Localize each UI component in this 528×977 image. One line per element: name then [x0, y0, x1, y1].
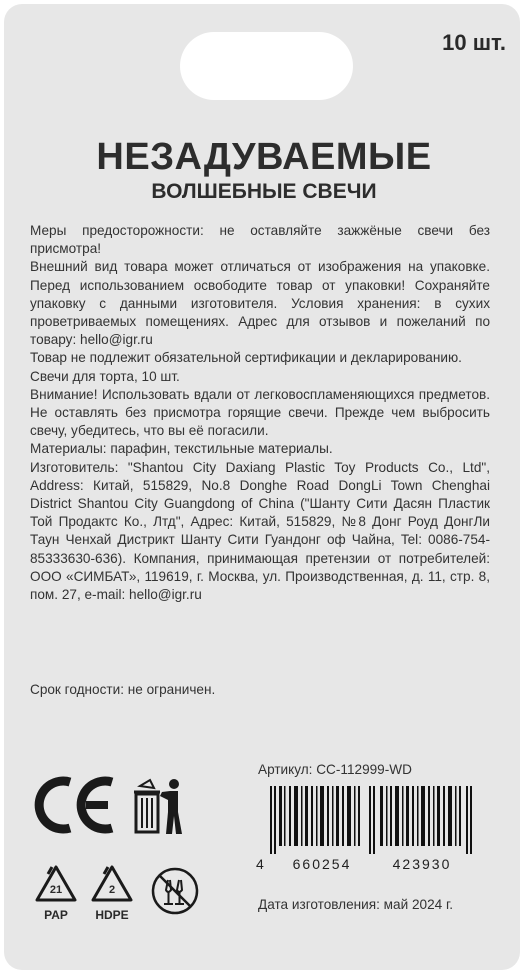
materials-paragraph: Материалы: парафин, текстильные материалы.	[30, 441, 333, 457]
ce-mark-icon	[34, 774, 116, 836]
recycle-hdpe-label: HDPE	[95, 908, 129, 922]
certification-paragraph: Товар не подлежит обязательной сертификации и декларированию.	[30, 350, 462, 366]
recycle-hdpe-code: 2	[108, 884, 116, 896]
barcode-group-1: 660254	[292, 856, 352, 872]
manufacturer-paragraph: Изготовитель: "Shantou City Daxiang Plastic Toy Products Co., Ltd", Address: Китай, 515829, No.8 Donghe Road DongLi Town Chenghai District Shantou City Guangdong of China ("Шанту Сити Дасян Пластик Той Продактс Ко., Лтд", Адрес: Китай, 515829, №8 Донг Роуд ДонгЛи Таун Ченхай Дистрикт Шанту Сити Гуандонг оф Чайна, Tel: 0086-754-85333630-636). Компания, принимающая претензии от потребителей: ООО «СИМБАТ», 119619, г. Москва, ул. Производственная, д. 11, стр. 8, пом. 27, e-mail: hello@igr.ru	[30, 459, 490, 603]
precautions-paragraph: Меры предосторожности: не оставляйте зажжёные свечи без присмотра!	[30, 223, 490, 257]
shelf-life: Срок годности: не ограничен.	[30, 682, 216, 697]
barcode	[256, 786, 490, 874]
barcode-group-2: 423930	[392, 856, 452, 872]
article-number: Артикул: СС-112999-WD	[258, 762, 412, 777]
product-title: НЕЗАДУВАЕМЫЕ	[96, 136, 432, 178]
hang-hole	[180, 32, 353, 100]
warning-paragraph: Внимание! Использовать вдали от легковоспламеняющихся предметов. Не оставлять без присмотра горящие свечи. Прежде чем выбросить свечу, убедитесь, что вы её погасили.	[30, 386, 490, 439]
not-food-safe-icon	[150, 866, 200, 916]
barcode-first-digit: 4	[256, 856, 264, 872]
recycle-pap-label: PAP	[44, 908, 68, 922]
description-text	[30, 222, 490, 604]
recycle-pap-code: 21	[49, 884, 63, 896]
appearance-paragraph: Внешний вид товара может отличаться от изображения на упаковке. Перед использованием освободите товар от упаковки! Сохраняйте упаковку с данными изготовителя. Условия хранения: в сухих проветриваемых помещениях. Адрес для отзывов и пожеланий по товару: hello@igr.ru	[30, 259, 490, 348]
quantity-label: 10 шт.	[442, 30, 506, 55]
barcode-digits	[256, 856, 490, 872]
product-name-paragraph: Свечи для торта, 10 шт.	[30, 368, 180, 384]
manufacture-date: Дата изготовления: май 2024 г.	[258, 897, 454, 912]
barcode-bars	[256, 786, 490, 854]
trash-bin-icon	[132, 778, 188, 838]
product-subtitle: ВОЛШЕБНЫЕ СВЕЧИ	[151, 180, 377, 203]
